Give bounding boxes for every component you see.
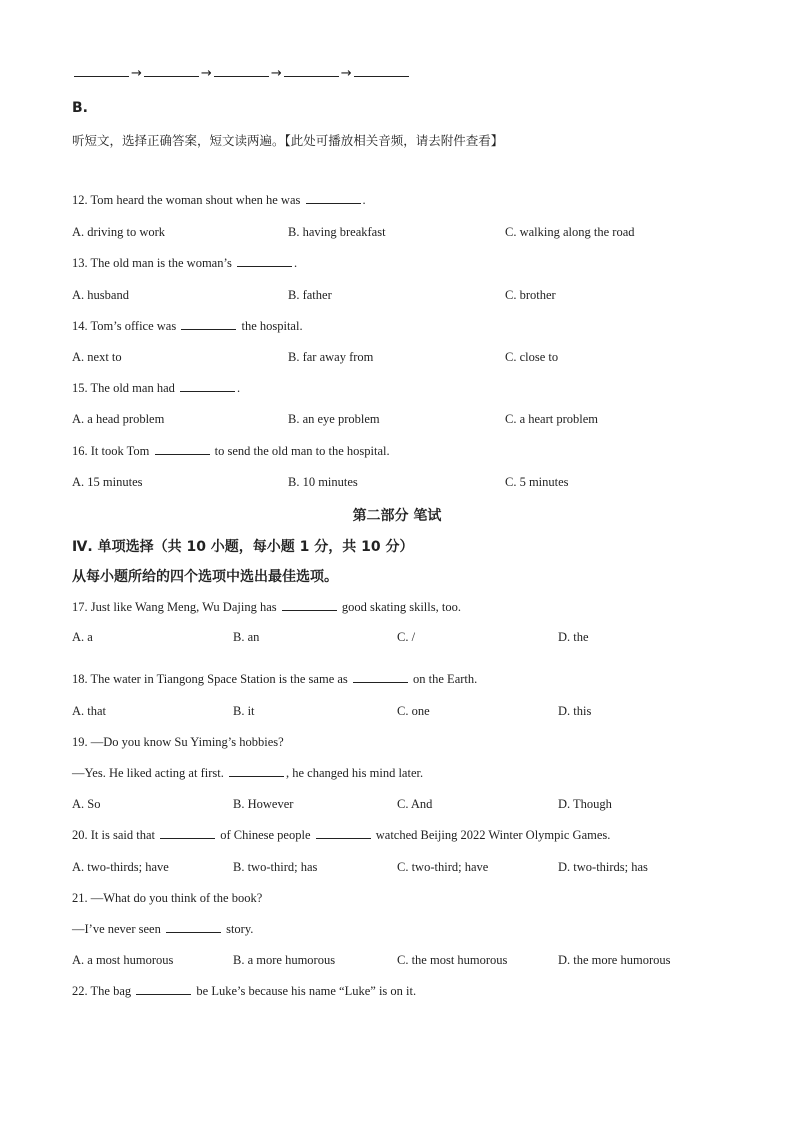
option-b[interactable]: B. a more humorous (233, 953, 336, 967)
option-d[interactable]: D. Though (558, 797, 612, 811)
option-b[interactable]: B. an (233, 630, 260, 644)
question-13: 13. The old man is the woman’s . (72, 256, 298, 270)
answer-blank (306, 202, 361, 204)
option-c[interactable]: C. brother (505, 288, 556, 302)
option-d[interactable]: D. this (558, 704, 592, 718)
option-d[interactable]: D. the (558, 630, 589, 644)
option-a[interactable]: A. So (72, 797, 101, 811)
question-18: 18. The water in Tiangong Space Station is the same as on the Earth. (72, 672, 478, 686)
question-16: 16. It took Tom to send the old man to the hospital. (72, 444, 390, 458)
question-19-reply: —Yes. He liked acting at first. , he changed his mind later. (72, 766, 424, 780)
answer-blank (136, 993, 191, 995)
option-b[interactable]: B. two-third; has (233, 860, 318, 874)
option-a[interactable]: A. two-thirds; have (72, 860, 169, 874)
option-c[interactable]: C. the most humorous (397, 953, 508, 967)
answer-blank (181, 328, 236, 330)
option-c[interactable]: C. close to (505, 350, 559, 364)
option-c[interactable]: C. / (397, 630, 416, 644)
option-b[interactable]: B. an eye problem (288, 412, 380, 426)
option-b[interactable]: B. 10 minutes (288, 475, 358, 489)
question-17: 17. Just like Wang Meng, Wu Dajing has good skating skills, too. (72, 600, 461, 614)
question-15: 15. The old man had . (72, 381, 241, 395)
answer-blank (180, 390, 235, 392)
part-two-title: 第二部分 笔试 (352, 508, 442, 524)
option-c[interactable]: C. one (397, 704, 430, 718)
option-a[interactable]: A. 15 minutes (72, 475, 143, 489)
option-b[interactable]: B. far away from (288, 350, 374, 364)
arrow-icon: → (340, 66, 352, 81)
answer-blank (155, 453, 210, 455)
answer-blank (354, 75, 409, 77)
question-21: 21. —What do you think of the book? (72, 891, 263, 905)
answer-blank (353, 681, 408, 683)
option-a[interactable]: A. a (72, 630, 93, 644)
section-iv-title: Ⅳ. 单项选择（共 10 小题，每小题 1 分，共 10 分） (72, 539, 414, 555)
arrow-icon: → (200, 66, 212, 81)
part-b-instruction: 听短文，选择正确答案，短文读两遍。【此处可播放相关音频，请去附件查看】 (72, 133, 504, 148)
question-22: 22. The bag be Luke’s because his name “Luke” is on it. (72, 984, 417, 998)
section-iv-instruction: 从每小题所给的四个选项中选出最佳选项。 (72, 569, 338, 585)
question-19: 19. —Do you know Su Yiming’s hobbies? (72, 735, 284, 749)
option-d[interactable]: D. the more humorous (558, 953, 671, 967)
option-c[interactable]: C. walking along the road (505, 225, 635, 239)
answer-blank (160, 837, 215, 839)
answer-blank (214, 75, 269, 77)
arrow-icon: → (131, 66, 142, 81)
option-c[interactable]: C. And (397, 797, 433, 811)
option-c[interactable]: C. a heart problem (505, 412, 599, 426)
question-20: 20. It is said that of Chinese people watched Beijing 2022 Winter Olympic Games. (72, 828, 611, 842)
question-14: 14. Tom’s office was the hospital. (72, 319, 303, 333)
answer-blank (237, 265, 292, 267)
option-c[interactable]: C. 5 minutes (505, 475, 569, 489)
option-b[interactable]: B. having breakfast (288, 225, 386, 239)
question-12: 12. Tom heard the woman shout when he was . (72, 193, 366, 207)
answer-blank (74, 75, 129, 77)
option-a[interactable]: A. driving to work (72, 225, 166, 239)
option-a[interactable]: A. husband (72, 288, 129, 302)
option-a[interactable]: A. that (72, 704, 107, 718)
answer-blank (229, 775, 284, 777)
arrow-icon: → (270, 66, 282, 81)
answer-blank (166, 931, 221, 933)
option-b[interactable]: B. father (288, 288, 332, 302)
option-a[interactable]: A. a most humorous (72, 953, 174, 967)
option-a[interactable]: A. a head problem (72, 412, 165, 426)
answer-blank (284, 75, 339, 77)
answer-blank (282, 609, 337, 611)
part-b-label: B. (72, 100, 88, 116)
sequence-blanks-line (72, 66, 411, 81)
answer-blank (144, 75, 199, 77)
answer-blank (316, 837, 371, 839)
question-21-reply: —I’ve never seen story. (72, 922, 254, 936)
option-d[interactable]: D. two-thirds; has (558, 860, 648, 874)
option-a[interactable]: A. next to (72, 350, 122, 364)
option-c[interactable]: C. two-third; have (397, 860, 489, 874)
option-b[interactable]: B. it (233, 704, 255, 718)
option-b[interactable]: B. However (233, 797, 294, 811)
